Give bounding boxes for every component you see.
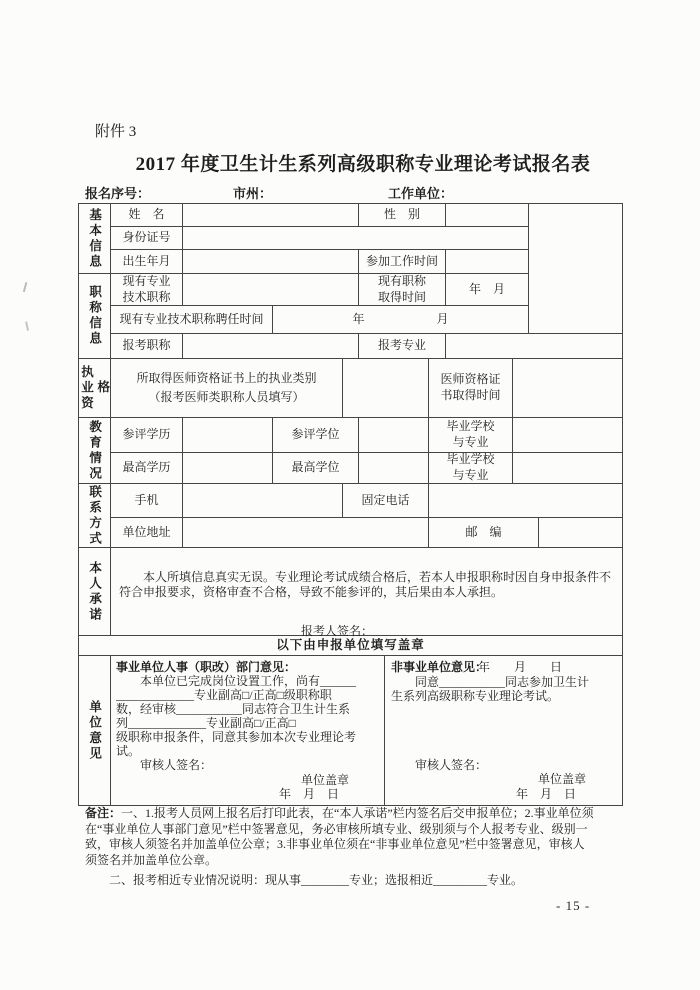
section-practice-qualification: 执业资格 [79,359,111,418]
doctor-cert-time-label: 医师资格证 书取得时间 [429,359,513,418]
remarks-text-1: 一、1.报考人员网上报名后打印此表，在“本人承诺”栏内签名后交申报单位；2.事业单位须 在“事业单位人事部门意见”栏中签署意见，务必审核所填专业、级别须与个人报考专业、级别一 致，审核人须签名并加盖单位公章；3.非事业单位须在“非事业单位意见”栏中签署意见，审核人 须签名并加盖单位公章。 [85,806,594,867]
highest-education-value [183,453,273,484]
eval-degree-label: 参评学位 [273,418,359,453]
mobile-label: 手机 [111,484,183,518]
zip-code-label: 邮 编 [429,518,539,548]
remarks-label: 备注： [85,806,122,820]
scan-artifact-1 [23,282,34,294]
current-title-value [183,274,359,306]
non-public-unit-opinion-body: 同意___________同志参加卫生计 生系列高级职称专业理论考试。 [391,674,590,703]
section-unit-opinion: 单位意见 [79,656,111,806]
highest-education-label: 最高学历 [111,453,183,484]
registration-form-table [78,203,623,806]
unit-opinion-cell [111,656,623,806]
gender-label: 性 别 [359,204,446,227]
section-commitment: 本人承诺 [79,548,111,636]
id-number-label: 身份证号 [111,227,183,250]
hire-time-value: 年 月 [273,306,529,334]
birth-date-value [183,250,359,274]
grad-school-label-1: 毕业学校 与专业 [429,418,513,453]
commitment-date-line: 年 月 日 [477,660,562,675]
birth-date-label: 出生年月 [111,250,183,274]
current-title-time-label: 现有职称 取得时间 [359,274,446,306]
id-number-value [183,227,529,250]
remarks-block [85,806,625,889]
unit-address-label: 单位地址 [111,518,183,548]
name-value [183,204,359,227]
highest-degree-label: 最高学位 [273,453,359,484]
apply-title-value [183,334,359,359]
public-unit-date-line: 年 月 日 [278,787,339,801]
form-title: 2017 年度卫生计生系列高级职称专业理论考试报名表 [135,154,591,175]
grad-school-value-2 [513,453,623,484]
public-unit-stamp-label: 单位盖章 [300,773,349,787]
commitment-text: 本人所填信息真实无误。专业理论考试成绩合格后，若本人申报职称时因自身申报条件不符合申报要求，资格审查不合格，导致不能参评的，其后果由本人承担。 [119,569,612,599]
apply-title-label: 报考职称 [111,334,183,359]
eval-education-value [183,418,273,453]
page-number: - 15 - [556,898,591,913]
current-title-label: 现有专业 技术职称 [111,274,183,306]
mobile-value [183,484,343,518]
unit-address-value [183,518,429,548]
practice-type-label: 所取得医师资格证书上的执业类别 （报考医师类职称人员填写） [111,359,343,418]
remarks-text-2: 二、报考相近专业情况说明：现从事________专业；选报相近_________专业。 [85,873,524,887]
attachment-label: 附件 3 [95,124,137,140]
section-education: 教育情况 [79,418,111,484]
current-title-time-value: 年 月 [446,274,529,306]
eval-education-label: 参评学历 [111,418,183,453]
section-title-info: 职称信息 [79,274,111,359]
remarks-item-1 [85,806,625,868]
section-basic-info: 基本信息 [79,204,111,274]
unit-fill-stamp-row: 以下由申报单位填写盖章 [79,636,623,656]
section-contact: 联系方式 [79,484,111,548]
gender-value [446,204,529,227]
name-label: 姓 名 [111,204,183,227]
apply-major-value [446,334,623,359]
grad-school-value-1 [513,418,623,453]
landline-label: 固定电话 [343,484,429,518]
landline-value [429,484,623,518]
eval-degree-value [359,418,429,453]
work-unit-label: 工作单位： [388,186,454,201]
photo-box [529,204,623,334]
work-start-label: 参加工作时间 [359,250,446,274]
apply-major-label: 报考专业 [359,334,446,359]
grad-school-label-2: 毕业学校 与专业 [429,453,513,484]
non-public-unit-opinion [385,656,622,805]
public-institution-opinion [111,656,385,805]
practice-type-value [343,359,429,418]
scan-artifact-2 [25,320,35,330]
non-public-unit-opinion-title: 非事业单位意见： [391,660,488,674]
work-start-value [446,250,529,274]
non-public-unit-stamp-label: 单位盖章 [537,772,586,786]
non-public-unit-date-line: 年 月 日 [515,786,576,801]
applicant-signature-label: 报考人签名： [301,624,374,639]
unit-opinion-columns [111,656,622,805]
non-public-reviewer-signature-label: 审核人签名： [391,757,488,772]
city-label: 市州： [233,186,273,201]
serial-number-label: 报名序号： [85,186,151,201]
highest-degree-value [359,453,429,484]
public-institution-opinion-title: 事业单位人事（职改）部门意见： [116,660,297,674]
zip-code-value [539,518,623,548]
hire-time-label: 现有专业技术职称聘任时间 [111,306,273,334]
public-institution-opinion-body: 本单位已完成岗位设置工作，尚有______ _____________专业副高□/正高□级职称职 数，经审核___________同志符合卫生计生系 列_____________专业副高□/正高□ 级职称申报条件，同意其参加本次专业理论考 试。 审核人签名： [116,674,357,772]
doctor-cert-time-value [513,359,623,418]
